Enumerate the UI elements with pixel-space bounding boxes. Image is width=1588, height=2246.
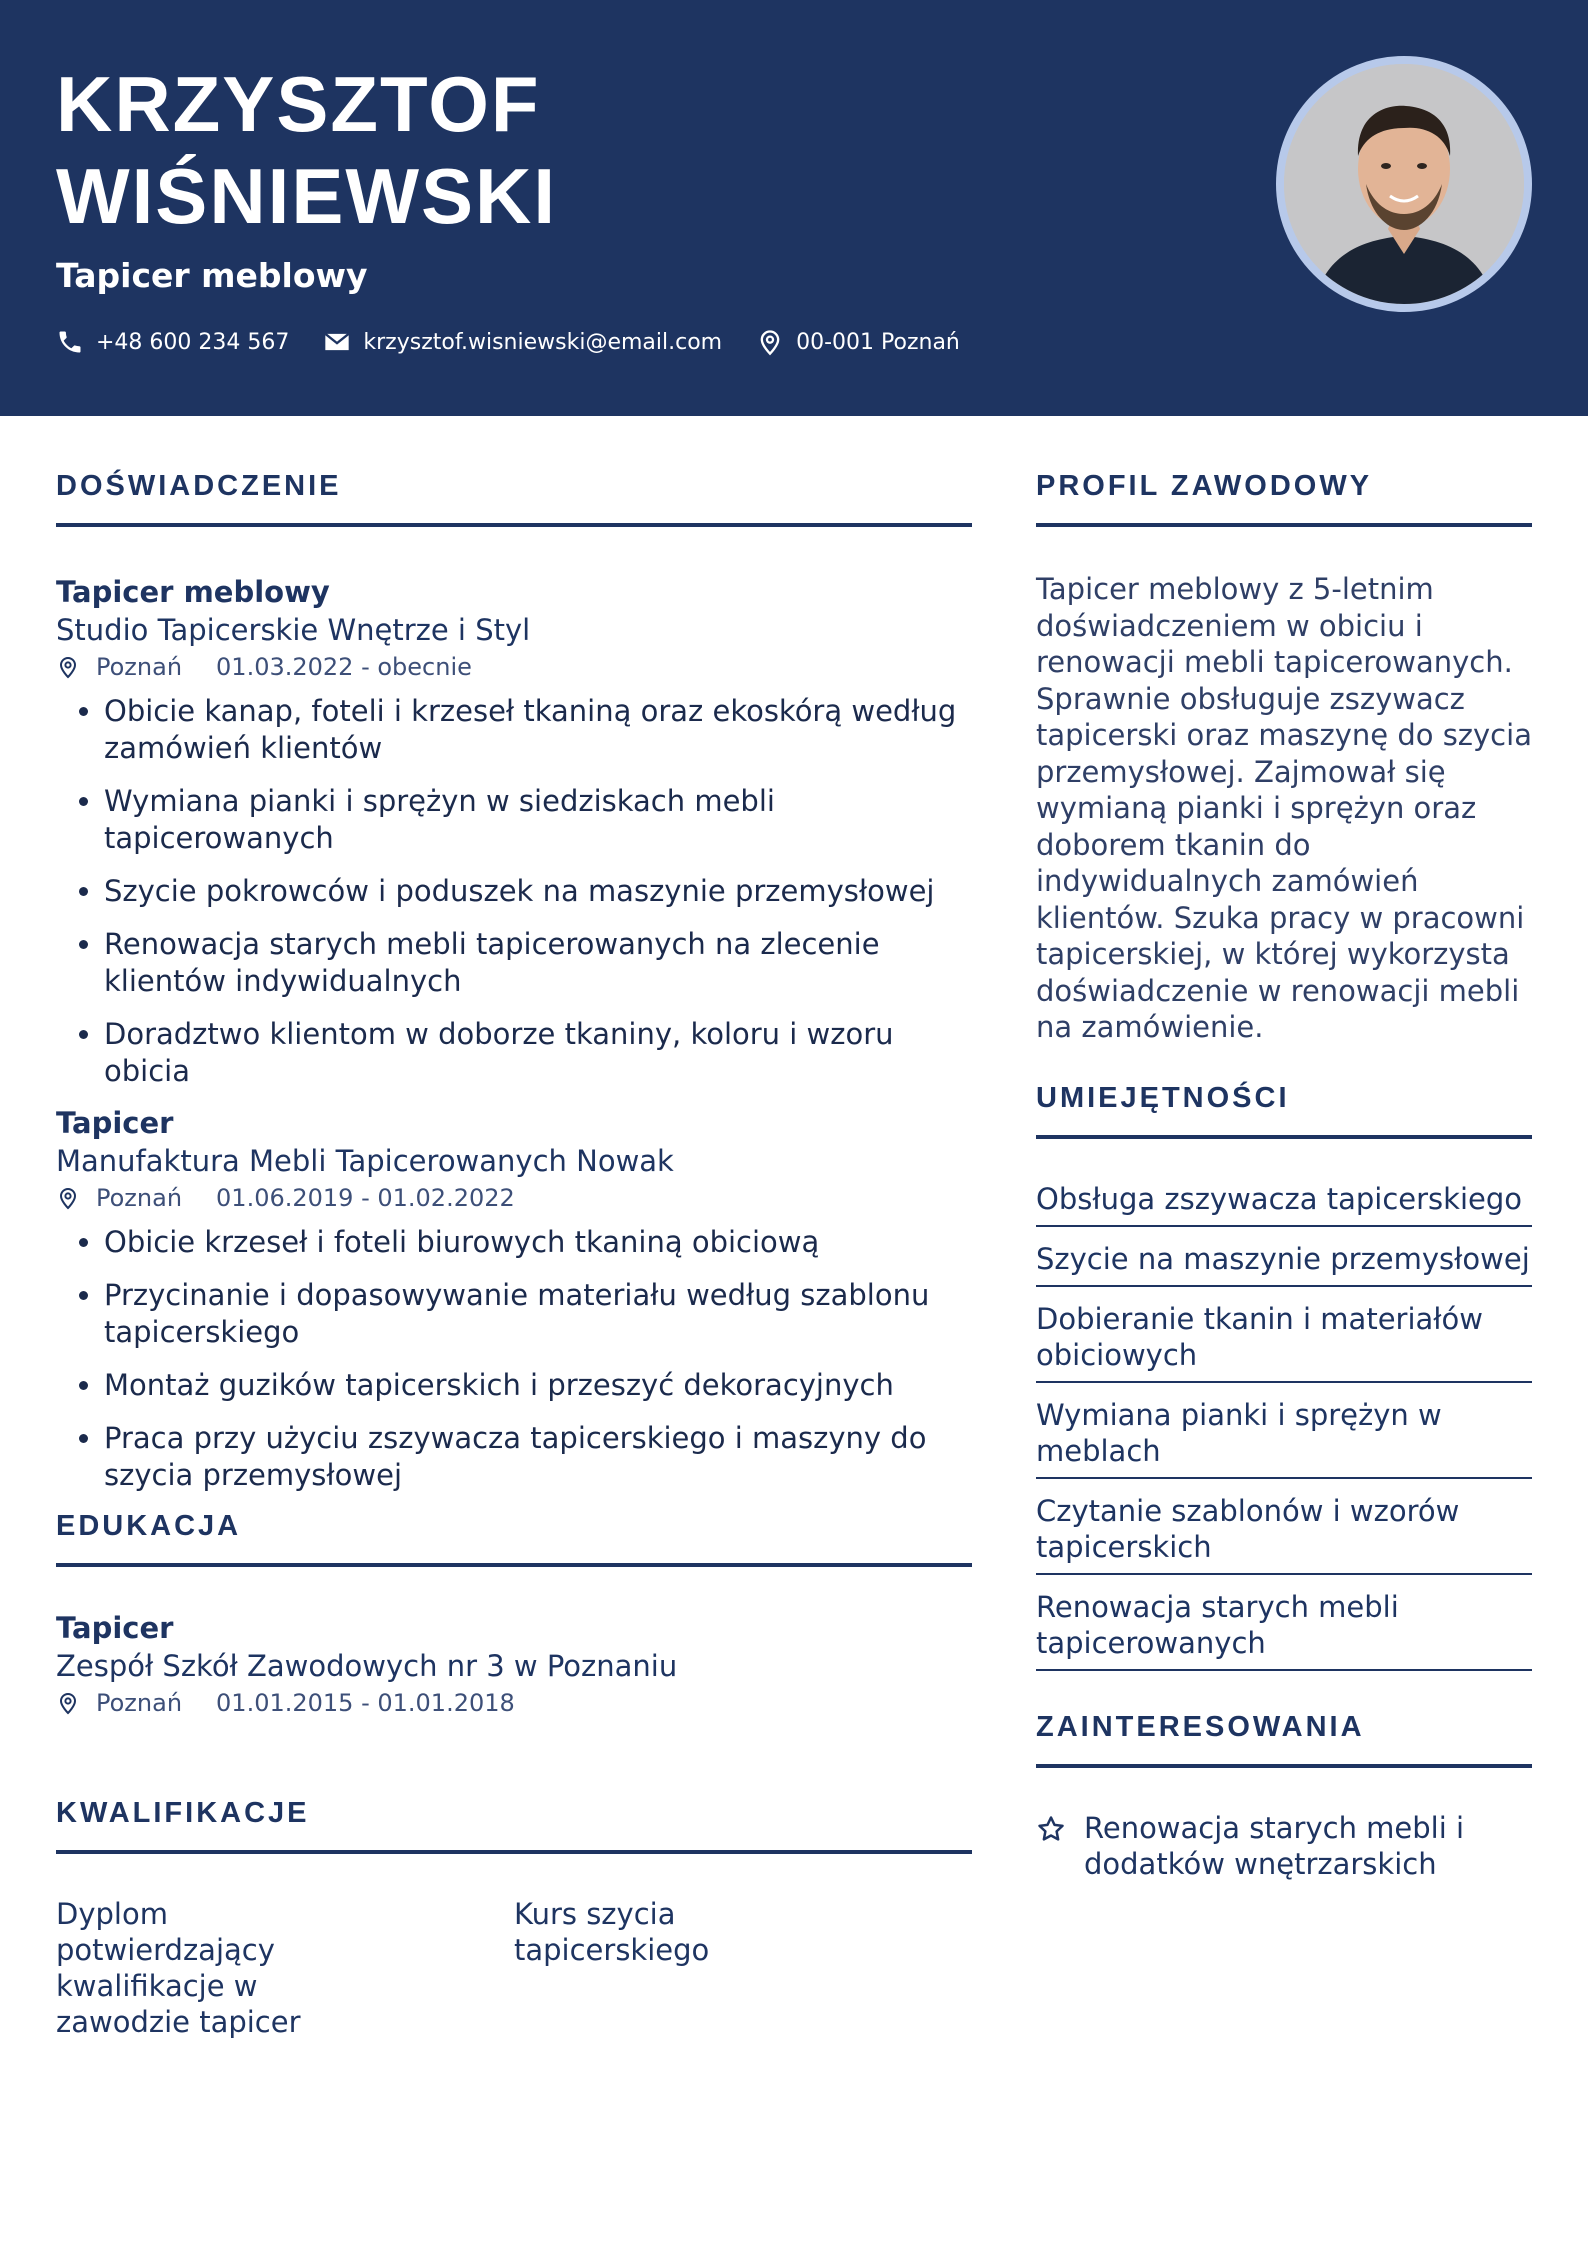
profile-photo-image <box>1284 64 1524 304</box>
job-entry-city: Poznań <box>96 653 183 681</box>
job-duties-list <box>56 693 972 1090</box>
section-title-interests: ZAINTERESOWANIA <box>1036 1711 1532 1768</box>
resume-header <box>0 0 1588 416</box>
skill-item: Obsługa zszywacza tapicerskiego <box>1036 1167 1532 1227</box>
list-item: • Montaż guzików tapicerskich i przeszyć dekoracyjnych <box>104 1367 972 1404</box>
experience-entry <box>56 575 972 1090</box>
list-item: • Szycie pokrowców i poduszek na maszynie przemysłowej <box>104 873 972 910</box>
list-item: • Renowacja starych mebli tapicerowanych na zlecenie klientów indywidualnych <box>104 926 972 1000</box>
job-entry-title: Tapicer <box>56 1106 174 1140</box>
skills-list <box>1036 1167 1532 1671</box>
education-meta <box>56 1689 972 1717</box>
qualification-item: Dyplom potwierdzający kwalifikacje w zawodzie tapicer <box>56 1897 301 2039</box>
education-city: Poznań <box>96 1689 183 1717</box>
name-line-1: KRZYSZTOF <box>56 60 541 148</box>
location-text: 00-001 Poznań <box>796 329 960 355</box>
list-item: • Wymiana pianki i sprężyn w siedziskach mebli tapicerowanych <box>104 783 972 857</box>
interest-text: Renowacja starych mebli i dodatków wnętrzarskich <box>1084 1810 1465 1881</box>
section-title-profile: PROFIL ZAWODOWY <box>1036 470 1532 527</box>
job-entry-city: Poznań <box>96 1184 183 1212</box>
education-title: Tapicer <box>56 1611 174 1645</box>
contact-bar <box>56 328 994 356</box>
qualifications-list <box>56 1896 972 2040</box>
education-school: Zespół Szkół Zawodowych nr 3 w Poznaniu <box>56 1649 678 1683</box>
contact-email[interactable] <box>323 328 722 356</box>
name-line-2: WIŚNIEWSKI <box>56 152 557 240</box>
list-item: • Przycinanie i dopasowywanie materiału według szablonu tapicerskiego <box>104 1277 972 1351</box>
job-entry-company: Studio Tapicerskie Wnętrze i Styl <box>56 613 531 647</box>
job-entry-meta <box>56 653 972 681</box>
star-icon <box>1036 1814 1066 1844</box>
list-item: • Doradztwo klientom w doborze tkaniny, koloru i wzoru obicia <box>104 1016 972 1090</box>
phone-icon <box>56 328 84 356</box>
profile-photo <box>1276 56 1532 312</box>
job-entry-dates: 01.03.2022 - obecnie <box>216 653 472 681</box>
section-title-qualifications: KWALIFIKACJE <box>56 1797 972 1854</box>
skill-item: Wymiana pianki i sprężyn w meblach <box>1036 1383 1532 1479</box>
phone-text: +48 600 234 567 <box>96 329 290 355</box>
job-entry-company: Manufaktura Mebli Tapicerowanych Nowak <box>56 1144 674 1178</box>
skill-item: Szycie na maszynie przemysłowej <box>1036 1227 1532 1287</box>
job-entry-title: Tapicer meblowy <box>56 575 330 609</box>
section-title-experience: DOŚWIADCZENIE <box>56 470 972 527</box>
education-entry <box>56 1611 972 1717</box>
contact-phone[interactable] <box>56 328 289 356</box>
location-pin-icon <box>756 328 784 356</box>
location-pin-icon <box>56 1186 80 1210</box>
right-column <box>1036 470 1532 1882</box>
qualification-item: Kurs szycia tapicerskiego <box>514 1897 710 1967</box>
email-text: krzysztof.wisniewski@email.com <box>363 329 723 355</box>
location-pin-icon <box>56 655 80 679</box>
left-column <box>56 470 972 2040</box>
job-entry-meta <box>56 1184 972 1212</box>
list-item: • Obicie krzeseł i foteli biurowych tkaniną obiciową <box>104 1224 972 1261</box>
skill-item: Dobieranie tkanin i materiałów obiciowych <box>1036 1287 1532 1383</box>
candidate-name <box>56 58 557 242</box>
job-entry-dates: 01.06.2019 - 01.02.2022 <box>216 1184 515 1212</box>
profile-summary: Tapicer meblowy z 5-letnim doświadczeniem w obiciu i renowacji mebli tapicerowanych. Sprawnie obsługuje zszywacz tapicerski oraz maszynę do szycia przemysłowej. Zajmował się wymianą pianki i sprężyn oraz doborem tkanin do indywidualnych zamówień klientów. Szuka pracy w pracowni tapicerskiej, w której wykorzysta doświadczenie w renowacji mebli na zamówienie. <box>1036 572 1532 1044</box>
job-title: Tapicer meblowy <box>56 256 368 295</box>
interest-item <box>1036 1810 1532 1882</box>
skill-item: Renowacja starych mebli tapicerowanych <box>1036 1575 1532 1671</box>
email-icon <box>323 328 351 356</box>
location-pin-icon <box>56 1691 80 1715</box>
education-dates: 01.01.2015 - 01.01.2018 <box>216 1689 515 1717</box>
skill-item: Czytanie szablonów i wzorów tapicerskich <box>1036 1479 1532 1575</box>
section-title-skills: UMIEJĘTNOŚCI <box>1036 1082 1532 1139</box>
experience-entry <box>56 1106 972 1494</box>
section-title-education: EDUKACJA <box>56 1510 972 1567</box>
list-item: • Obicie kanap, foteli i krzeseł tkaniną oraz ekoskórą według zamówień klientów <box>104 693 972 767</box>
contact-location <box>756 328 960 356</box>
job-duties-list <box>56 1224 972 1494</box>
list-item: • Praca przy użyciu zszywacza tapicerskiego i maszyny do szycia przemysłowej <box>104 1420 972 1494</box>
